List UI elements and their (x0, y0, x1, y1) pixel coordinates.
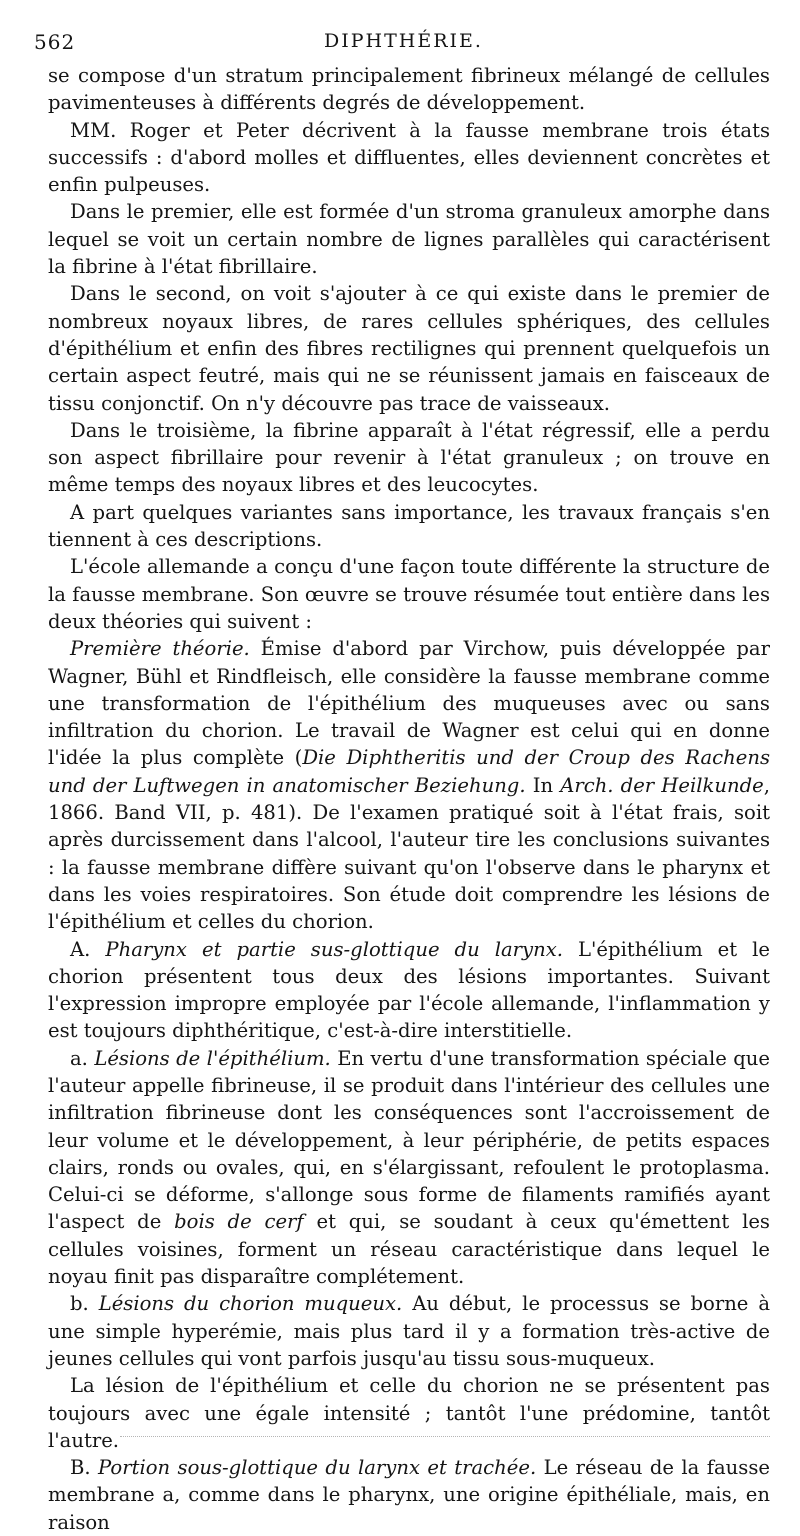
paragraph-text: Émise d'abord par Virchow, puis développée par Wagner, Bühl et Rindfleisch, elle considère la fausse membrane comme une transformation de l'épithélium des muqueuses avec ou sans infiltration du chorion. Le travail de Wagner est celui qui en donne l'idée la plus complète ( (48, 637, 770, 770)
paragraph-text: La lésion de l'épithélium et celle du chorion ne se présentent pas toujours avec une égale intensité ; tantôt l'une prédomine, tantôt l'autre. (48, 1374, 770, 1452)
paragraph-text: L'école allemande a conçu d'une façon toute différente la structure de la fausse membrane. Son œuvre se trouve résumée tout entière dans les deux théories qui suivent : (48, 555, 770, 633)
citation-journal: Arch. der Heilkunde (560, 773, 764, 797)
section-heading: Lésions de l'épithélium. (94, 1046, 331, 1070)
paragraph (48, 1290, 770, 1372)
paragraph (48, 417, 770, 499)
paragraph (48, 117, 770, 199)
citation-title: Die Diphtheritis und der Croup des Rachens und der Luftwegen in anatomischer Beziehung. (48, 746, 770, 797)
paragraph (48, 553, 770, 635)
paragraph-text: In (525, 773, 561, 797)
section-heading: Portion sous-glottique du larynx et trachée. (98, 1456, 537, 1480)
paragraph-text: Le réseau de la fausse membrane a, comme dans le pharynx, une origine épithéliale, mais, en raison (48, 1456, 770, 1534)
paragraph-text: A part quelques variantes sans importance, les travaux français s'en tiennent à ces descriptions. (48, 500, 770, 552)
emphasis: bois de cerf (174, 1210, 304, 1234)
paragraph (48, 635, 770, 935)
paragraph-text: L'épithélium et le chorion présentent tous deux des lésions importantes. Suivant l'expression impropre employée par l'école allemande, l'inflammation y est toujours diphthéritique, c'est-à-dire interstitielle. (48, 937, 771, 1043)
paragraph-text: En vertu d'une transformation spéciale que l'auteur appelle fibrineuse, il se produit dans l'intérieur des cellules une infiltration fibrineuse dont les conséquences sont l'accroissement de leur volume et le développement, à leur périphérie, de petits espaces clairs, ronds ou ovales, qui, en s'élargissant, refoulent le protoplasma. Celui-ci se déforme, s'allonge sous forme de filaments ramifiés ayant l'aspect de (48, 1046, 771, 1234)
paragraph-text: se compose d'un stratum principalement fibrineux mélangé de cellules pavimenteuses à différents degrés de développement. (48, 64, 770, 115)
paragraph-text: , 1866. Band VII, p. 481). De l'examen pratiqué soit à l'état frais, soit après durcissement dans l'alcool, l'auteur tire les conclusions suivantes : la fausse membrane diffère suivant qu'on l'observe dans le pharynx et dans les voies respiratoires. Son étude doit comprendre les lésions de l'épithélium et celles du chorion. (48, 773, 770, 934)
paragraph (48, 936, 770, 1045)
page-number: 562 (34, 30, 76, 54)
footer-rule (120, 1436, 770, 1437)
page-header (34, 28, 774, 58)
section-heading: Pharynx et partie sus-glottique du larynx. (105, 937, 564, 961)
paragraph (48, 1454, 770, 1536)
section-heading: Première théorie. (70, 637, 250, 661)
paragraph-text: MM. Roger et Peter décrivent à la fausse membrane trois états successifs : d'abord molles et diffluentes, elles deviennent concrètes et enfin pulpeuses. (48, 118, 770, 197)
page-body (48, 62, 770, 1536)
section-label: A. (70, 937, 106, 961)
paragraph (48, 1045, 770, 1291)
section-heading: Lésions du chorion muqueux. (98, 1292, 403, 1316)
paragraph (48, 198, 770, 280)
paragraph (48, 1372, 770, 1454)
paragraph (48, 62, 770, 117)
paragraph-text: Dans le troisième, la fibrine apparaît à l'état régressif, elle a perdu son aspect fibrillaire pour revenir à l'état granuleux ; on trouve en même temps des noyaux libres et des leucocytes. (48, 418, 770, 497)
paragraph-text: et qui, se soudant à ceux qu'émettent les cellules voisines, forment un réseau caractéristique dans lequel le noyau finit pas disparaître complétement. (48, 1210, 770, 1289)
paragraph (48, 280, 770, 416)
paragraph (48, 499, 770, 554)
section-label: B. (70, 1456, 99, 1480)
section-label: b. (70, 1292, 99, 1316)
paragraph-text: Dans le premier, elle est formée d'un stroma granuleux amorphe dans lequel se voit un certain nombre de lignes parallèles qui caractérisent la fibrine à l'état fibrillaire. (48, 200, 770, 279)
paragraph-text: Au début, le processus se borne à une simple hyperémie, mais plus tard il y a formation très-active de jeunes cellules qui vont parfois jusqu'au tissu sous-muqueux. (48, 1292, 770, 1370)
section-label: a. (70, 1046, 95, 1070)
running-head: DIPHTHÉRIE. (324, 30, 483, 52)
paragraph-text: Dans le second, on voit s'ajouter à ce qui existe dans le premier de nombreux noyaux libres, de rares cellules sphériques, des cellules d'épithélium et enfin des fibres rectilignes qui prennent quelquefois un certain aspect feutré, mais qui ne se réunissent jamais en faisceaux de tissu conjonctif. On n'y découvre pas trace de vaisseaux. (48, 282, 770, 415)
